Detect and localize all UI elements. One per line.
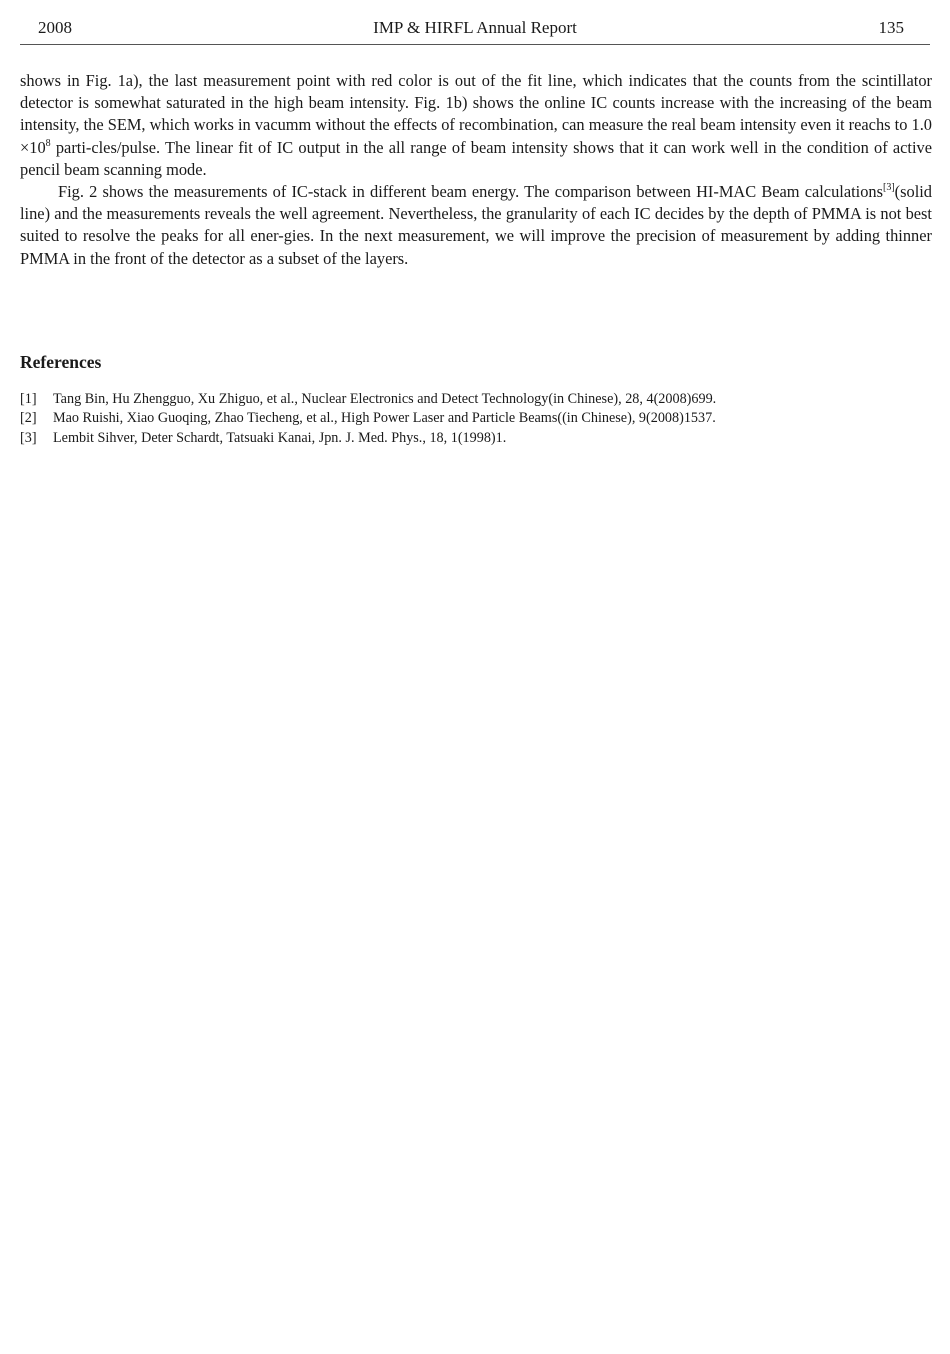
reference-text: Lembit Sihver, Deter Schardt, Tatsuaki Kanai, Jpn. J. Med. Phys., 18, 1(1998)1. xyxy=(53,429,507,446)
reference-text: Tang Bin, Hu Zhengguo, Xu Zhiguo, et al., Nuclear Electronics and Detect Technology(in Chinese), 28, 4(2008)699. xyxy=(53,391,717,407)
paragraph-2 xyxy=(20,181,932,270)
reference-item xyxy=(20,429,932,448)
paragraph-2-text-before: Fig. 2 shows the measurements of IC-stack in different beam energy. The comparison between HI-MAC Beam calculations xyxy=(58,182,883,202)
reference-number: [1] xyxy=(20,391,37,407)
reference-text: Mao Ruishi, Xiao Guoqing, Zhao Tiecheng, et al., High Power Laser and Particle Beams((in Chinese), 9(2008)1537. xyxy=(53,410,716,427)
citation-superscript: [3] xyxy=(882,182,895,194)
reference-item xyxy=(20,390,932,409)
header-year: 2008 xyxy=(38,18,72,37)
paragraph-1-text-before: shows in Fig. 1a), the last measurement point with red color is out of the fit line, which indicates that the counts from the scintillator detector is somewhat saturated in the high beam intensity. Fig. 1b) shows the online IC counts increase with the increasing of the beam intensity, the SEM, which works in vacumm without the effects of recombination, can measure the real beam intensity even it reachs to 1.0 ×10 xyxy=(20,71,932,157)
body-text xyxy=(20,70,932,270)
page-header xyxy=(20,14,930,45)
references-list xyxy=(20,390,932,448)
page-number: 135 xyxy=(878,18,904,37)
paragraph-1-superscript: 8 xyxy=(45,137,51,149)
reference-number: [2] xyxy=(20,410,37,427)
references-heading: References xyxy=(20,352,102,372)
header-title: IMP & HIRFL Annual Report xyxy=(373,18,577,37)
reference-item xyxy=(20,409,932,428)
paragraph-1 xyxy=(20,70,932,181)
paragraph-2-text-after: (solid line) and the measurements reveals the well agreement. Nevertheless, the granularity of each IC decides by the depth of PMMA is not best suited to resolve the peaks for all ener-gies. In the next measurement, we will improve the precision of measurement by adding thinner PMMA in the front of the detector as a subset of the layers. xyxy=(20,182,932,268)
paragraph-1-text-after: parti-cles/pulse. The linear fit of IC output in the all range of beam intensity shows that it can work well in the condition of active pencil beam scanning mode. xyxy=(20,137,932,179)
reference-number: [3] xyxy=(20,429,37,446)
